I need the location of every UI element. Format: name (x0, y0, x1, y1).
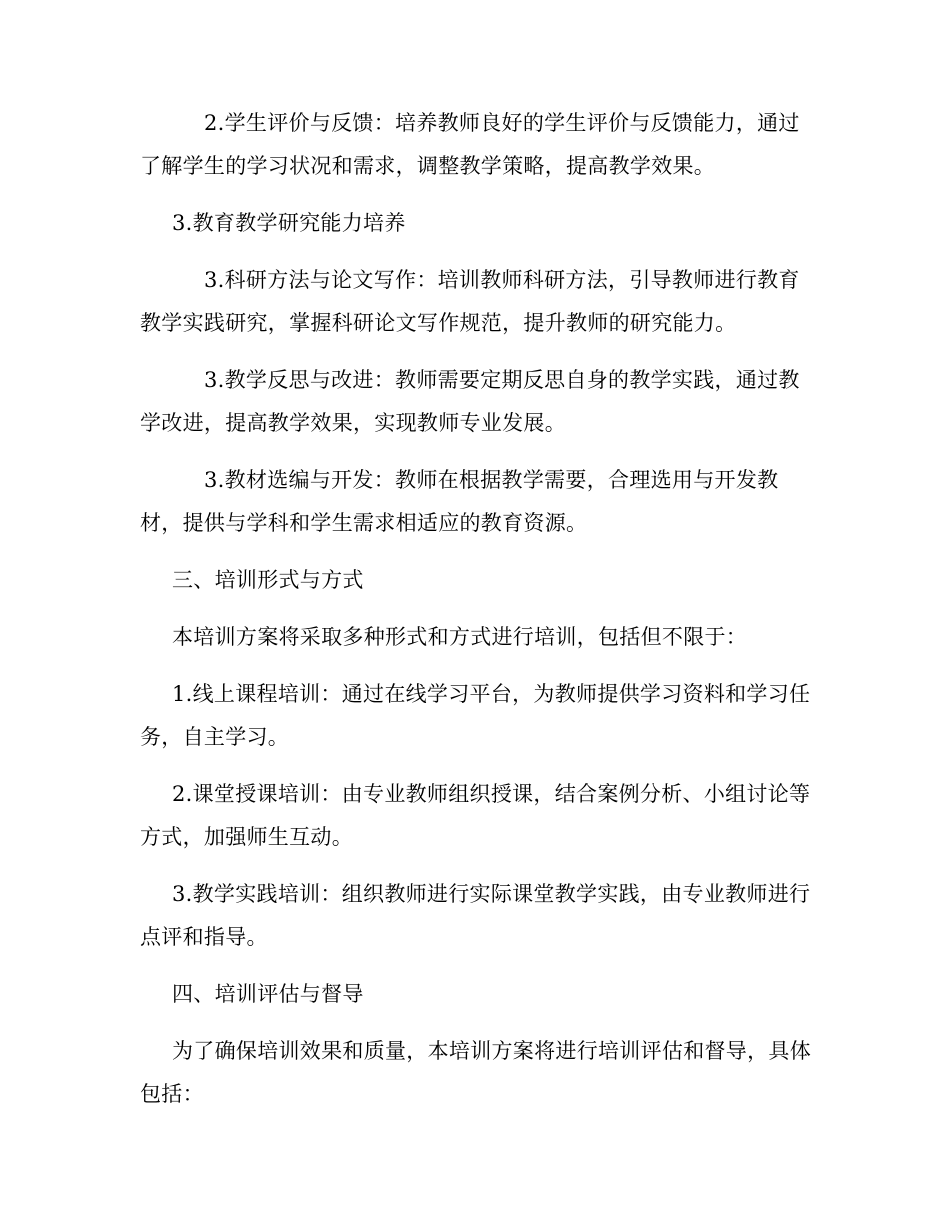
paragraph-textbook-development: 3.教材选编与开发：教师在根据教学需要，合理选用与开发教材，提供与学科和学生需求相适应的教育资源。 (140, 468, 779, 535)
heading-research-ability: 3.教育教学研究能力培养 (172, 211, 406, 235)
heading-training-evaluation: 四、培训评估与督导 (172, 982, 364, 1006)
paragraph-training-intro: 本培训方案将采取多种形式和方式进行培训，包括但不限于： (172, 625, 748, 649)
paragraph-student-evaluation: 2.学生评价与反馈：培养教师良好的学生评价与反馈能力，通过了解学生的学习状况和需求，调整教学策略，提高教学效果。 (140, 111, 800, 178)
paragraph-research-methods: 3.科研方法与论文写作：培训教师科研方法，引导教师进行教育教学实践研究，掌握科研论文写作规范，提升教师的研究能力。 (140, 268, 800, 335)
heading-training-forms: 三、培训形式与方式 (172, 568, 364, 592)
paragraph-classroom-teaching: 2.课堂授课培训：由专业教师组织授课，结合案例分析、小组讨论等方式，加强师生互动。 (140, 782, 811, 849)
paragraph-teaching-reflection: 3.教学反思与改进：教师需要定期反思自身的教学实践，通过教学改进，提高教学效果，实现教师专业发展。 (140, 368, 800, 435)
paragraph-evaluation-intro: 为了确保培训效果和质量，本培训方案将进行培训评估和督导，具体包括： (140, 1039, 811, 1106)
paragraph-online-course: 1.线上课程培训：通过在线学习平台，为教师提供学习资料和学习任务，自主学习。 (140, 682, 811, 749)
paragraph-teaching-practice: 3.教学实践培训：组织教师进行实际课堂教学实践，由专业教师进行点评和指导。 (140, 882, 811, 949)
